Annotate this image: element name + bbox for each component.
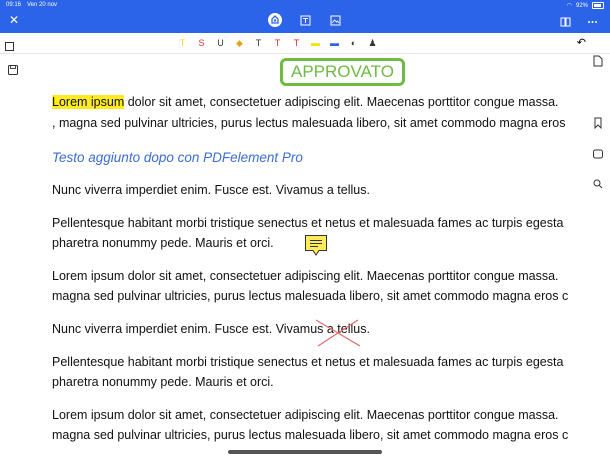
eraser-tool-icon[interactable]: ◆ xyxy=(236,37,243,48)
search-icon[interactable] xyxy=(593,176,603,194)
book-view-icon[interactable] xyxy=(560,14,571,32)
text-line: magna sed pulvinar ultricies, purus lectus malesuada libero, sit amet commodo magna eros c xyxy=(52,289,569,303)
underline-tool-icon[interactable]: U xyxy=(217,38,224,48)
more-icon[interactable] xyxy=(587,14,598,32)
text-line: , magna sed pulvinar ultricies, purus lectus malesuada libero, sit amet commodo magna eros xyxy=(52,116,566,130)
home-indicator[interactable] xyxy=(228,450,382,454)
battery-icon xyxy=(592,2,604,9)
text-line[interactable]: Lorem ipsum dolor sit amet, consectetuer adipiscing elit. Maecenas porttitor congue massa. xyxy=(52,95,559,109)
highlight-tool-icon[interactable]: T xyxy=(179,38,186,48)
text-mode-icon xyxy=(300,15,311,26)
text-line: Pellentesque habitant morbi tristique senectus et netus et malesuada fames ac turpis egesta xyxy=(52,216,564,230)
strikethrough-tool-icon[interactable]: S xyxy=(198,38,205,48)
tool-list xyxy=(175,36,380,50)
text-line: pharetra nonummy pede. Mauris et orci. xyxy=(52,375,274,389)
page-thumbnails-icon[interactable] xyxy=(593,54,603,72)
image-mode-icon xyxy=(330,15,341,26)
image-mode-button[interactable] xyxy=(328,13,342,27)
top-bar xyxy=(0,0,610,33)
mode-switcher xyxy=(268,13,342,27)
wifi-icon: ◠ xyxy=(566,3,572,9)
annotation-toolbar xyxy=(0,33,610,54)
highlighted-text[interactable]: Lorem ipsum xyxy=(52,95,125,109)
edit-text-mode-button[interactable] xyxy=(298,13,312,27)
added-text[interactable]: Testo aggiunto dopo con PDFelement Pro xyxy=(52,150,303,165)
undo-icon[interactable]: ↶ xyxy=(576,37,586,49)
stamp-tool-icon[interactable]: ♟ xyxy=(368,37,377,48)
text-line: pharetra nonummy pede. Mauris et orci. xyxy=(52,236,274,250)
text-line: Lorem ipsum dolor sit amet, consectetuer adipiscing elit. Maecenas porttitor congue massa. xyxy=(52,408,559,422)
approved-stamp[interactable]: APPROVATO xyxy=(280,58,405,86)
callout-tool-icon[interactable]: T xyxy=(293,38,300,48)
annotate-mode-button[interactable] xyxy=(268,13,282,27)
note-tool-icon[interactable]: ▬ xyxy=(311,38,320,48)
text-line: Nunc viverra imperdiet enim. Fusce est. Vivamus a tellus. xyxy=(52,183,370,197)
battery-percent: 92% xyxy=(575,2,588,9)
status-time: 09:16 xyxy=(6,2,22,8)
text-line: Lorem ipsum dolor sit amet, consectetuer adipiscing elit. Maecenas porttitor congue massa. xyxy=(52,269,559,283)
status-indicators xyxy=(567,2,604,9)
cross-out-mark[interactable] xyxy=(312,318,364,348)
close-icon[interactable]: ✕ xyxy=(9,13,20,27)
annotate-mode-icon xyxy=(270,15,280,25)
save-icon[interactable] xyxy=(8,62,18,80)
bookmark-icon[interactable] xyxy=(593,116,603,134)
select-icon[interactable] xyxy=(5,38,14,56)
text-line: Nunc viverra imperdiet enim. Fusce est. Vivamus a tellus. xyxy=(52,322,370,336)
sticky-note-icon[interactable] xyxy=(304,234,328,257)
textbox-tool-icon[interactable]: T xyxy=(274,38,281,48)
shape-tool-icon[interactable]: ◐ xyxy=(350,38,357,48)
status-date: Ven 20 nov xyxy=(27,2,58,8)
marker-tool-icon[interactable]: ▬ xyxy=(330,38,339,48)
comments-list-icon[interactable] xyxy=(593,146,603,164)
text-line: Pellentesque habitant morbi tristique senectus et netus et malesuada fames ac turpis egesta xyxy=(52,355,564,369)
text-line: magna sed pulvinar ultricies, purus lectus malesuada libero, sit amet commodo magna eros c xyxy=(52,428,569,442)
text-tool-icon[interactable]: T xyxy=(255,38,262,48)
top-right-actions xyxy=(560,14,598,32)
